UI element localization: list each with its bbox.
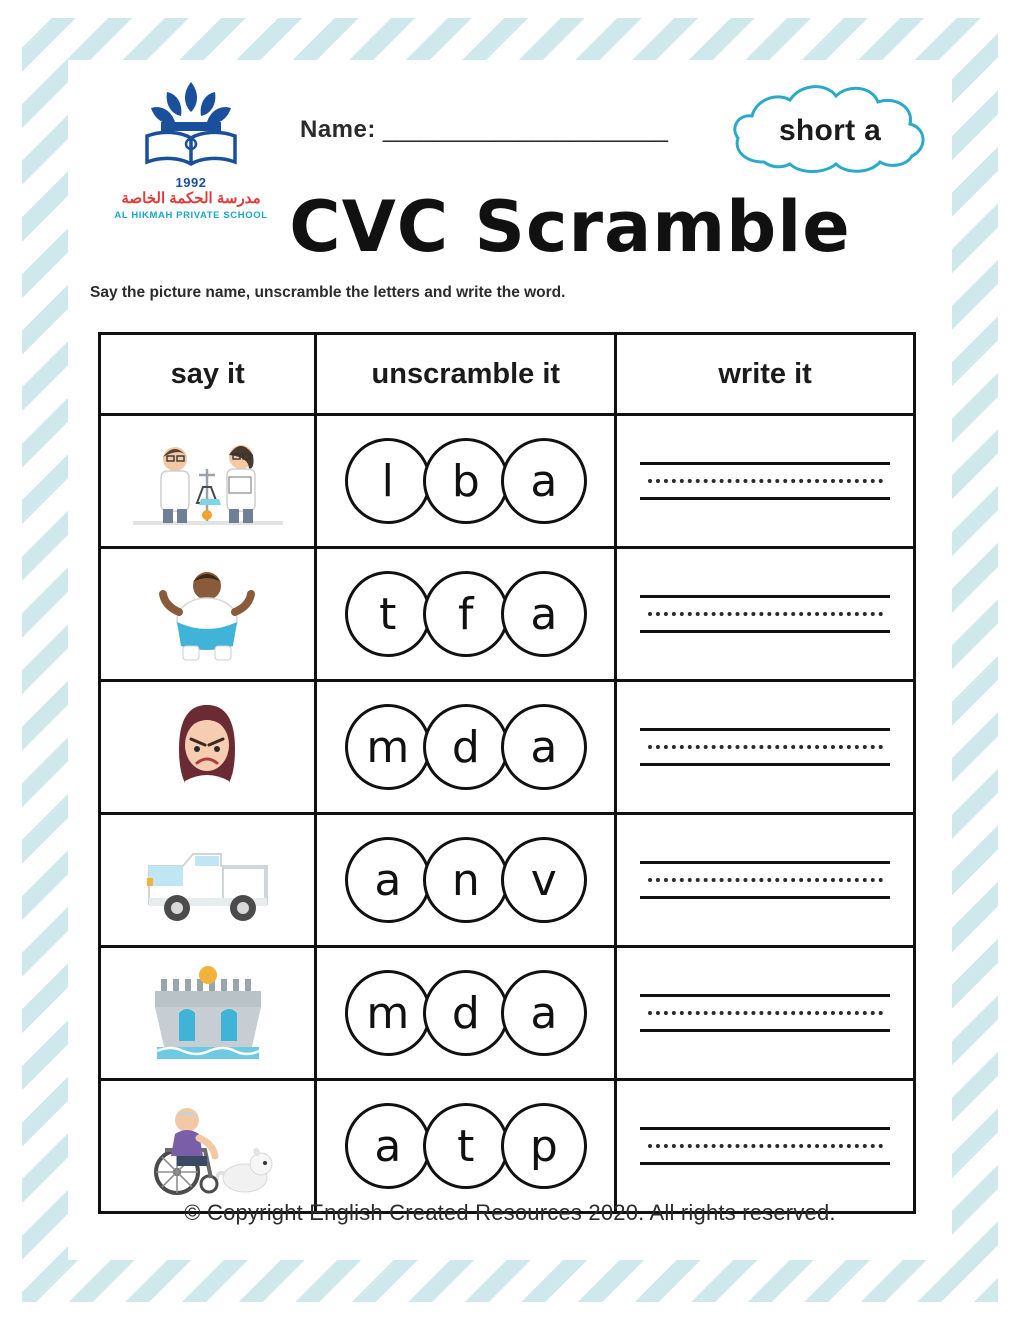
angry-woman-icon bbox=[133, 695, 283, 799]
writing-line-bottom bbox=[640, 630, 890, 633]
letters-cell bbox=[317, 815, 617, 945]
cvc-table bbox=[98, 332, 916, 1214]
picture-cell bbox=[101, 682, 317, 812]
picture-cell bbox=[101, 549, 317, 679]
van-icon bbox=[133, 828, 283, 932]
table-row bbox=[101, 416, 913, 549]
letters-cell bbox=[317, 1081, 617, 1211]
table-row bbox=[101, 682, 913, 815]
letter-circle[interactable]: a bbox=[501, 704, 587, 790]
letter-circle[interactable]: d bbox=[423, 970, 509, 1056]
writing-line-dotted bbox=[648, 1144, 883, 1148]
writing-lines[interactable] bbox=[640, 1127, 890, 1165]
writing-line-top bbox=[640, 994, 890, 997]
writing-line-top bbox=[640, 595, 890, 598]
logo-english-name: AL HIKMAH PRIVATE SCHOOL bbox=[114, 209, 268, 221]
page-title: CVC Scramble bbox=[289, 186, 851, 268]
logo-year: 1992 bbox=[175, 175, 207, 190]
writing-line-dotted bbox=[648, 479, 883, 483]
short-a-badge-label: short a bbox=[778, 113, 882, 147]
answer-cell[interactable] bbox=[617, 682, 913, 812]
letters-cell bbox=[317, 682, 617, 812]
name-field[interactable] bbox=[300, 116, 667, 144]
letter-circle[interactable]: d bbox=[423, 704, 509, 790]
letter-group bbox=[345, 438, 587, 524]
column-header-unscramble-it: unscramble it bbox=[317, 335, 617, 413]
writing-line-bottom bbox=[640, 497, 890, 500]
letter-circle[interactable]: a bbox=[345, 1103, 431, 1189]
instructions: Say the picture name, unscramble the letters and write the word. bbox=[90, 284, 566, 301]
picture-cell bbox=[101, 948, 317, 1078]
letter-circle[interactable]: f bbox=[423, 571, 509, 657]
answer-cell[interactable] bbox=[617, 1081, 913, 1211]
letter-circle[interactable]: m bbox=[345, 704, 431, 790]
copyright-footer: © Copyright English Created Resources 2020. All rights reserved. bbox=[184, 1200, 836, 1225]
letter-group bbox=[345, 970, 587, 1056]
letter-circle[interactable]: a bbox=[501, 970, 587, 1056]
writing-line-top bbox=[640, 728, 890, 731]
letter-circle[interactable]: a bbox=[501, 438, 587, 524]
letter-circle[interactable]: l bbox=[345, 438, 431, 524]
writing-line-dotted bbox=[648, 745, 883, 749]
writing-lines[interactable] bbox=[640, 994, 890, 1032]
fat-man-icon bbox=[133, 562, 283, 666]
answer-cell[interactable] bbox=[617, 416, 913, 546]
writing-lines[interactable] bbox=[640, 462, 890, 500]
writing-lines[interactable] bbox=[640, 728, 890, 766]
wheelchair-patient-icon bbox=[133, 1094, 283, 1198]
writing-line-bottom bbox=[640, 1029, 890, 1032]
letter-group bbox=[345, 571, 587, 657]
name-blank-line: _______________________ bbox=[383, 116, 668, 143]
writing-lines[interactable] bbox=[640, 595, 890, 633]
writing-line-bottom bbox=[640, 763, 890, 766]
answer-cell[interactable] bbox=[617, 815, 913, 945]
picture-cell bbox=[101, 1081, 317, 1211]
table-row bbox=[101, 1081, 913, 1211]
writing-line-top bbox=[640, 1127, 890, 1130]
letter-circle[interactable]: m bbox=[345, 970, 431, 1056]
picture-cell bbox=[101, 815, 317, 945]
table-row bbox=[101, 948, 913, 1081]
letters-cell bbox=[317, 549, 617, 679]
writing-line-dotted bbox=[648, 612, 883, 616]
answer-cell[interactable] bbox=[617, 549, 913, 679]
letter-circle[interactable]: t bbox=[345, 571, 431, 657]
letter-circle[interactable]: v bbox=[501, 837, 587, 923]
writing-line-bottom bbox=[640, 896, 890, 899]
logo-arabic-name: مدرسة الحكمة الخاصة bbox=[121, 190, 261, 207]
letter-group bbox=[345, 704, 587, 790]
table-row bbox=[101, 815, 913, 948]
lab-scientists-icon bbox=[133, 429, 283, 533]
short-a-badge bbox=[720, 78, 940, 183]
letter-circle[interactable]: b bbox=[423, 438, 509, 524]
column-header-write-it: write it bbox=[718, 357, 812, 390]
answer-cell[interactable] bbox=[617, 948, 913, 1078]
school-logo-mark-icon bbox=[131, 78, 251, 174]
letter-circle[interactable]: a bbox=[501, 571, 587, 657]
letter-group bbox=[345, 1103, 587, 1189]
letter-group bbox=[345, 837, 587, 923]
table-row bbox=[101, 549, 913, 682]
letters-cell bbox=[317, 948, 617, 1078]
letters-cell bbox=[317, 416, 617, 546]
writing-line-top bbox=[640, 861, 890, 864]
writing-line-dotted bbox=[648, 1011, 883, 1015]
writing-lines[interactable] bbox=[640, 861, 890, 899]
letter-circle[interactable]: t bbox=[423, 1103, 509, 1189]
column-header-say-it: say it bbox=[101, 335, 317, 413]
writing-line-top bbox=[640, 462, 890, 465]
writing-line-dotted bbox=[648, 878, 883, 882]
letter-circle[interactable]: n bbox=[423, 837, 509, 923]
writing-line-bottom bbox=[640, 1162, 890, 1165]
name-label: Name: bbox=[300, 116, 376, 143]
letter-circle[interactable]: p bbox=[501, 1103, 587, 1189]
table-header-row bbox=[101, 335, 913, 416]
letter-circle[interactable]: a bbox=[345, 837, 431, 923]
picture-cell bbox=[101, 416, 317, 546]
dam-icon bbox=[133, 961, 283, 1065]
